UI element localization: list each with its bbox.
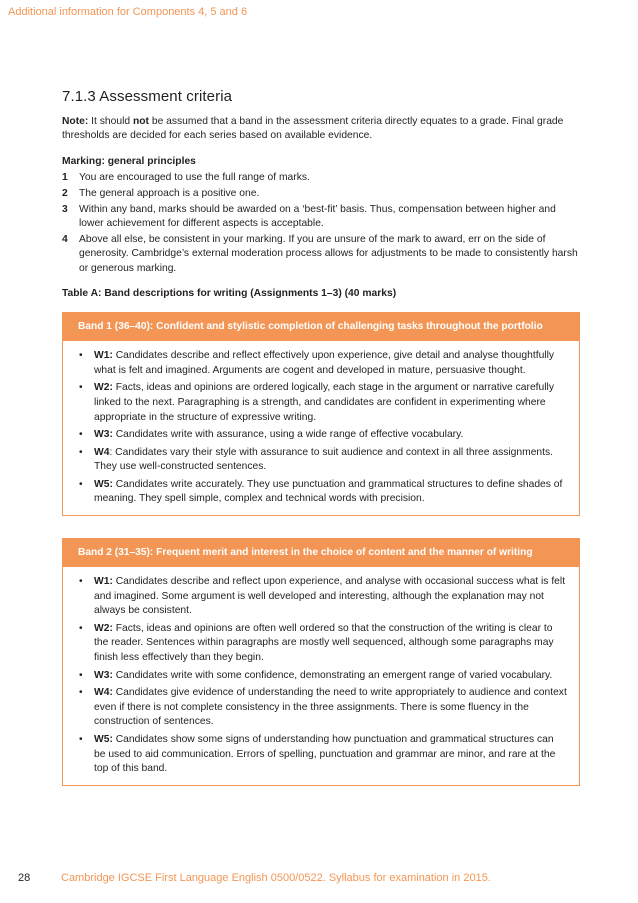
- page-number: 28: [18, 872, 31, 884]
- criteria-code: W5:: [94, 478, 113, 490]
- band-1-criteria-list: [78, 349, 567, 507]
- note-text-post: be assumed that a band in the assessment criteria directly equates to a grade. Final grade thresholds are decided for each series based on available evidence.: [62, 115, 564, 142]
- principle-text: The general approach is a positive one.: [79, 187, 260, 199]
- note-emphasis: not: [132, 115, 149, 127]
- criteria-item: [78, 622, 567, 666]
- bullet-icon: •: [79, 429, 83, 441]
- criteria-code: W2:: [94, 622, 113, 634]
- bullet-icon: •: [79, 350, 83, 362]
- principle-number: 2: [62, 187, 68, 199]
- criteria-item: [78, 686, 567, 730]
- criteria-text: Candidates write accurately. They use punctuation and grammatical structures to define shades of meaning. They spell simple, complex and technical words with precision.: [94, 478, 563, 505]
- criteria-item: [78, 733, 567, 777]
- criteria-code: W1:: [94, 350, 113, 362]
- criteria-code: W5:: [94, 734, 113, 745]
- principle-item: [62, 203, 580, 232]
- bullet-icon: •: [79, 446, 83, 458]
- criteria-text: Candidates show some signs of understanding how punctuation and grammatical structures can be used to aid communication. Errors of spelling, punctuation and grammar are minor, and rare at the top of this band.: [94, 734, 556, 775]
- principle-text: You are encouraged to use the full range of marks.: [79, 172, 310, 184]
- page-content: [62, 90, 580, 808]
- criteria-item: [78, 478, 567, 507]
- section-title: 7.1.3 Assessment criteria: [62, 88, 233, 105]
- band-2-criteria-list: [78, 575, 567, 777]
- note-label: Note:: [62, 115, 89, 127]
- criteria-text: Facts, ideas and opinions are often well ordered so that the construction of the writing is clear to the reader. Sentences within paragraphs are mostly well sequenced, although some paragraphs may finish less effectively than they begin.: [94, 622, 554, 664]
- band-2-body: [63, 567, 579, 785]
- running-header: Additional information for Components 4, 5 and 6: [8, 6, 248, 18]
- principle-item: [62, 171, 580, 186]
- criteria-text: Candidates write with some confidence, demonstrating an emergent range of varied vocabulary.: [112, 669, 553, 681]
- criteria-item: [78, 428, 567, 443]
- note-paragraph: [62, 115, 580, 144]
- criteria-item: [78, 349, 567, 378]
- note-text-pre: It should: [88, 115, 133, 127]
- criteria-item: [78, 575, 567, 619]
- bullet-icon: •: [79, 478, 83, 490]
- bullet-icon: •: [79, 687, 83, 699]
- criteria-item: [78, 446, 567, 475]
- criteria-code: W1:: [94, 576, 113, 588]
- criteria-item: [78, 669, 567, 684]
- band-1-body: [63, 341, 579, 515]
- principle-item: [62, 233, 580, 277]
- band-1-title: Band 1 (36–40): Confident and stylistic completion of challenging tasks throughout the portfolio: [63, 313, 579, 341]
- criteria-item: [78, 381, 567, 425]
- bullet-icon: •: [79, 382, 83, 394]
- bullet-icon: •: [79, 734, 83, 745]
- criteria-text: Candidates describe and reflect upon experience, and analyse with occasional success what is felt and imagined. Some argument is well developed and interesting, although the explanation may not always be consistent.: [94, 576, 566, 617]
- criteria-text: Candidates write with assurance, using a wide range of effective vocabulary.: [112, 429, 464, 441]
- principle-item: [62, 187, 580, 202]
- criteria-code: W2:: [94, 382, 113, 394]
- band-1-box: [62, 312, 580, 516]
- criteria-text: Candidates give evidence of understanding the need to write appropriately to audience and context even if there is not complete consistency in the three assignments. There is some fluency in the construction of sentences.: [94, 687, 567, 728]
- principle-number: 1: [62, 172, 68, 184]
- principle-number: 4: [62, 233, 68, 245]
- band-2-box: [62, 538, 580, 786]
- principles-list: [62, 171, 580, 276]
- criteria-code: W4:: [94, 687, 113, 699]
- principles-heading: Marking: general principles: [62, 155, 196, 167]
- principle-text: Above all else, be consistent in your marking. If you are unsure of the mark to award, err on the side of generosity. Cambridge’s external moderation process allows for adjustments to be made to consistently harsh or generous marking.: [79, 233, 578, 274]
- principle-text: Within any band, marks should be awarded on a ‘best-fit’ basis. Thus, compensation between higher and lower achievement for different aspects is acceptable.: [79, 203, 556, 230]
- bullet-icon: •: [79, 622, 83, 634]
- table-caption: Table A: Band descriptions for writing (Assignments 1–3) (40 marks): [62, 287, 397, 299]
- criteria-code: W3:: [94, 669, 113, 681]
- bullet-icon: •: [79, 669, 83, 681]
- footer-text: Cambridge IGCSE First Language English 0500/0522. Syllabus for examination in 2015.: [61, 872, 491, 884]
- criteria-text: Facts, ideas and opinions are ordered logically, each stage in the argument or narrative carefully linked to the next. Paragraphing is a strength, and candidates are confident in experimenting where appropriate in the structure of expressive writing.: [94, 382, 554, 423]
- criteria-code: W3:: [94, 429, 113, 441]
- band-2-title: Band 2 (31–35): Frequent merit and interest in the choice of content and the manner of writing: [63, 539, 579, 567]
- criteria-text: Candidates describe and reflect effectively upon experience, give detail and analyse thoughtfully what is felt and imagined. Arguments are cogent and developed in mature, persuasive thought.: [94, 350, 555, 376]
- criteria-text: : Candidates vary their style with assurance to suit audience and context in all three assignments. They use well-constructed sentences.: [94, 446, 554, 473]
- criteria-code: W4: [94, 446, 110, 458]
- principle-number: 3: [62, 203, 68, 215]
- bullet-icon: •: [79, 576, 83, 588]
